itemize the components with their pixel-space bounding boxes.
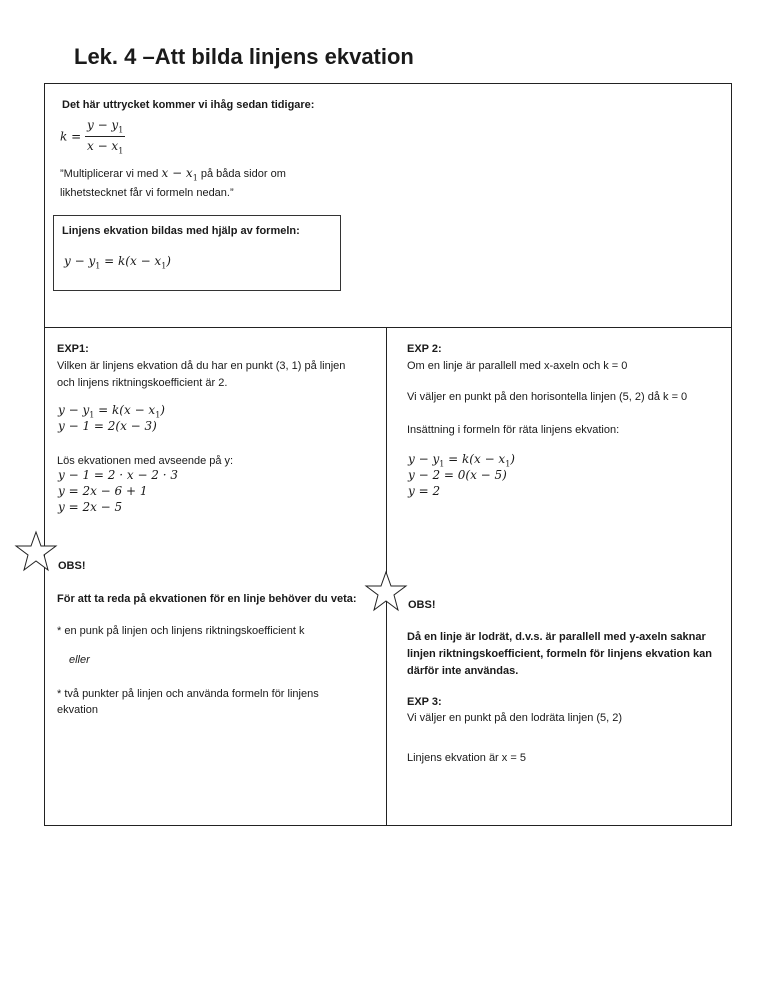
exp1-substitution: y − 1 = 2(x − 3) — [58, 419, 157, 433]
exp1-text-1: Vilken är linjens ekvation då du har en punkt (3, 1) på linjen — [57, 360, 346, 372]
multiply-line-2: likhetstecknet får vi formeln nedan.” — [60, 187, 234, 199]
intro-heading: Det här uttrycket kommer vi ihåg sedan tidigare: — [62, 99, 315, 111]
obs-left-label: OBS! — [58, 560, 86, 572]
exp3-text-1: Vi väljer en punkt på den lodräta linjen (5, 2) — [407, 712, 623, 724]
obs-right-label: OBS! — [408, 599, 436, 611]
exp2-formula: $y - y_1 = k(x - x_1)$ — [408, 452, 515, 469]
formula-heading: Linjens ekvation bildas med hjälp av formeln: — [62, 225, 300, 237]
obs-right-text-3: därför inte användas. — [407, 665, 519, 677]
exp2-text-3: Insättning i formeln för räta linjens ekvation: — [407, 424, 620, 436]
obs-left-item-2b: ekvation — [57, 704, 98, 716]
obs-right-text-2: linjen riktningskoefficient, formeln för linjens ekvation kan — [407, 648, 713, 660]
star-icon — [364, 570, 408, 612]
exp1-step-2: y = 2x − 6 + 1 — [58, 484, 148, 498]
exp2-text-1: Om en linje är parallell med x-axeln och k = 0 — [407, 360, 628, 372]
exp1-label: EXP1: — [57, 343, 89, 355]
slope-formula — [60, 118, 125, 156]
exp3-text-2: Linjens ekvation är x = 5 — [407, 752, 526, 764]
slope-numerator: $y - y_1$ — [85, 118, 125, 137]
obs-left-item-1: * en punk på linjen och linjens riktningskoefficient k — [57, 625, 305, 637]
exp2-label: EXP 2: — [407, 343, 442, 355]
page-title: Lek. 4 –Att bilda linjens ekvation — [74, 44, 414, 69]
slope-denominator: $x - x_1$ — [86, 139, 124, 156]
exp1-solve-text: Lös ekvationen med avseende på y: — [57, 455, 234, 467]
obs-right-text-1: Då en linje är lodrät, d.v.s. är parallell med y-axeln saknar — [407, 631, 706, 643]
star-icon — [14, 530, 58, 572]
slope-fraction — [85, 118, 125, 156]
slope-k-label: k = — [60, 129, 82, 144]
exp2-result: y = 2 — [408, 484, 441, 498]
obs-left-item-2a: * två punkter på linjen och använda formeln för linjens — [57, 688, 319, 700]
exp1-formula: $y - y_1 = k(x - x_1)$ — [58, 403, 165, 420]
exp2-substitution: y − 2 = 0(x − 5) — [408, 468, 507, 482]
exp3-label: EXP 3: — [407, 696, 442, 708]
multiply-line: ”Multiplicerar vi med $x - x_1$ på båda sidor om — [60, 166, 286, 183]
obs-left-heading: För att ta reda på ekvationen för en linje behöver du veta: — [57, 593, 357, 605]
exp1-step-3: y = 2x − 5 — [58, 500, 123, 514]
exp2-text-2: Vi väljer en punkt på den horisontella linjen (5, 2) då k = 0 — [407, 391, 688, 403]
multiply-math: $x - x_1$ — [161, 166, 198, 183]
obs-left-or: eller — [69, 654, 90, 666]
exp1-step-1: y − 1 = 2 · x − 2 · 3 — [58, 468, 179, 482]
exp1-text-2: och linjens riktningskoefficient är 2. — [57, 377, 228, 389]
line-equation-formula: $y - y_1 = k(x - x_1)$ — [64, 254, 171, 271]
horizontal-divider — [44, 327, 732, 328]
